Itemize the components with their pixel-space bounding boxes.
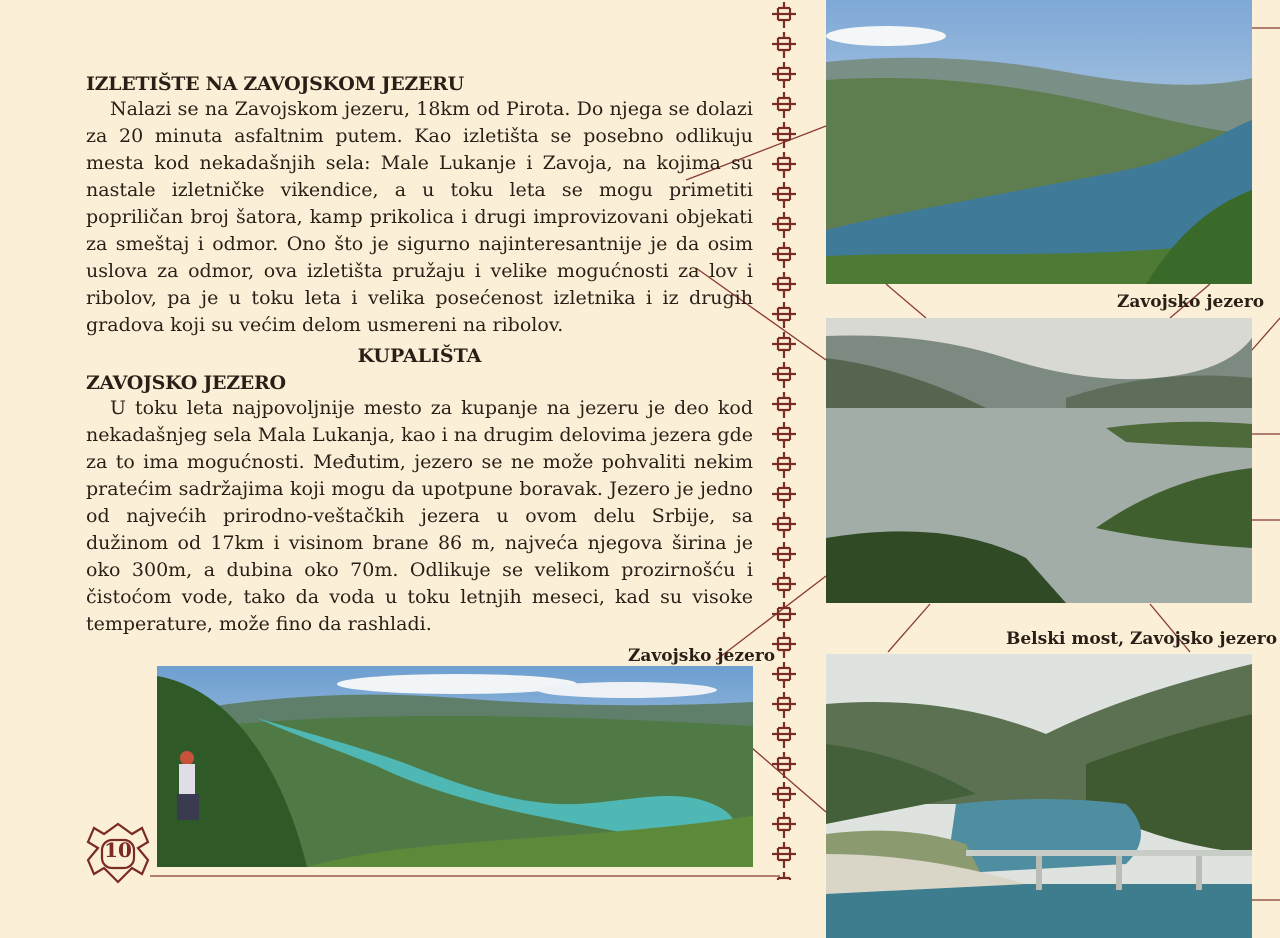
caption-right-photo-1: Zavojsko jezero [1117, 292, 1265, 312]
photo-zavojsko-jezero-1 [826, 0, 1252, 284]
page-number: 10 [104, 838, 132, 862]
section-heading-izletiste: IZLETIŠTE NA ZAVOJSKOM JEZERU [86, 73, 464, 95]
section-heading-kupalista: KUPALIŠTA [357, 345, 482, 367]
photo-belski-most [826, 654, 1252, 938]
photo-zavojsko-panorama [157, 666, 753, 867]
caption-bottom-photo: Zavojsko jezero [628, 646, 776, 666]
izletiste-paragraph: Nalazi se na Zavojskom jezeru, 18km od Pirota. Do njega se dolazi za 20 minuta asfaltnim putem. Kao izletišta se posebno odlikuju mesta kod nekadašnjih sela: Male Lukanje i Zavoja, na kojima su nastale izletničke vikendice, a u toku leta se mogu primetiti popriličan broj šatora, kamp prikolica i drugi improvizovani objekati za smeštaj i odmor. Ono što je sigurno najinteresantnije je da osim uslova za odmor, ova izletišta pružaju i velike mogućnosti za lov i ribolov, pa je u toku leta i velika posećenost izletnika i iz drugih gradova koji su većim delom usmereni na ribolov. [86, 98, 753, 336]
caption-right-photo-2: Belski most, Zavojsko jezero [1006, 629, 1278, 649]
kupalista-paragraph: U toku leta najpovoljnije mesto za kupanje na jezeru je deo kod nekadašnjeg sela Mala Lukanja, kao i na drugim delovima jezera gde za to ima mogućnosti. Međutim, jezero se ne može pohvaliti nekim pratećim sadržajima koji mogu da upotpune boravak. Jezero je jedno od najvećih prirodno-veštačkih jezera u ovom delu Srbije, sa dužinom od 17km i visinom brane 86 m, najveća njegova širina je oko 300m, a dubina oko 70m. Odlikuje se velikom prozirnošću i čistoćom vode, tako da voda u toku letnjih meseci, kad su visoke temperature, može fino da rashladi. [86, 397, 753, 635]
photo-zavojsko-jezero-2 [826, 318, 1252, 603]
subheading-zavojsko-jezero: ZAVOJSKO JEZERO [86, 372, 286, 394]
article-text [86, 72, 753, 638]
ornament-border [768, 0, 800, 880]
